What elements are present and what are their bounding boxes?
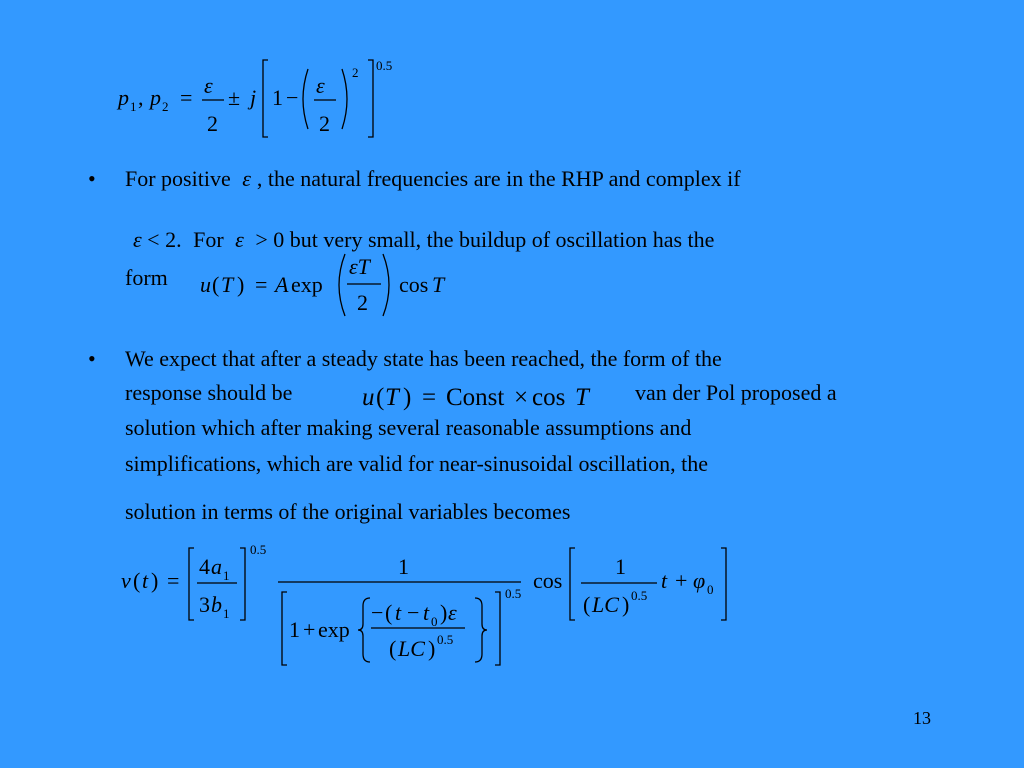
eq4-v: v <box>121 568 131 593</box>
eq4-one-num: 1 <box>398 554 409 579</box>
eq4-left-bracket-2 <box>282 592 287 665</box>
eq1-pm: ± <box>228 85 241 110</box>
eq4-LC2: LC <box>592 592 619 617</box>
bullet2-line5: solution in terms of the original variables becomes <box>125 499 571 524</box>
eq4-rp2: ) <box>440 600 448 625</box>
eq1-equals: = <box>180 85 193 110</box>
eq3-lparen: ( <box>376 384 385 411</box>
equation-steady-state <box>360 378 620 414</box>
eq2-right-paren-big <box>383 254 389 316</box>
eq1-comma: , <box>138 85 144 110</box>
eq4-lp: ( <box>133 568 141 593</box>
eq2-cos: cos <box>399 272 429 297</box>
eq1-outer-power: 0.5 <box>376 58 393 73</box>
eq4-t0: t <box>423 600 430 625</box>
eq4-power-lc: 0.5 <box>437 632 454 647</box>
bullet1-line2 <box>133 227 714 253</box>
eq4-a: a <box>211 554 222 579</box>
eq4-phi-sub: 0 <box>707 582 714 597</box>
bullet2-line1: We expect that after a steady state has been reached, the form of the <box>125 346 722 371</box>
eq4-rp3: ) <box>428 636 436 661</box>
eq4-right-bracket-3 <box>721 548 726 620</box>
eq4-power-2: 0.5 <box>505 586 522 601</box>
eq4-three: 3 <box>199 592 210 617</box>
page-number: 13 <box>913 708 931 728</box>
bullet2-line2-post: van der Pol proposed a <box>635 380 837 405</box>
eq4-minus2: − <box>407 600 420 625</box>
eq3-equals: = <box>422 384 437 411</box>
eq4-t2: t <box>395 600 402 625</box>
eq3-cos: cos <box>532 384 566 411</box>
eq1-right-bracket <box>368 60 373 137</box>
bullet1-epsilon: ε <box>242 166 251 191</box>
eq3-T2: T <box>575 384 589 411</box>
eq4-rp: ) <box>151 568 159 593</box>
eq4-cos: cos <box>533 568 563 593</box>
eq1-left-bracket <box>263 60 268 137</box>
eq4-left-bracket-3 <box>570 548 575 620</box>
eq1-square: 2 <box>352 65 359 80</box>
bullet1-line2-cond: < 2. <box>147 227 182 252</box>
eq3-rparen: ) <box>403 384 412 411</box>
eq4-four: 4 <box>199 554 210 579</box>
eq4-one-den: 1 <box>289 617 300 642</box>
eq2-den: 2 <box>357 290 368 315</box>
eq1-p2: p <box>150 85 161 110</box>
eq1-j: j <box>250 85 257 110</box>
eq2-T: T <box>221 272 234 297</box>
eq2-equals: = <box>255 272 268 297</box>
eq1-sub1: 1 <box>130 99 137 114</box>
eq3-const: Const <box>446 384 505 411</box>
eq4-power-1: 0.5 <box>250 542 267 557</box>
eq4-plus2: + <box>675 568 688 593</box>
eq1-left-paren <box>303 69 308 129</box>
bullet1-line2-for: For <box>193 227 224 252</box>
eq3-times: × <box>514 384 529 411</box>
bullet1-line2-rest: but very small, the buildup of oscillation has the <box>289 227 715 252</box>
bullet1-line2-epsilon2: ε <box>235 227 244 252</box>
equation-buildup <box>195 252 475 322</box>
eq1-minus: − <box>286 85 299 110</box>
eq4-LC: LC <box>398 636 425 661</box>
eq1-right-paren <box>342 69 347 129</box>
eq1-two-den2: 2 <box>319 111 330 136</box>
eq1-eps-num2: ε <box>316 73 325 98</box>
bullet1-line1 <box>125 166 741 192</box>
eq4-right-bracket-2 <box>495 592 500 665</box>
eq4-equals: = <box>167 568 180 593</box>
eq1-two-den: 2 <box>207 111 218 136</box>
eq3-T: T <box>385 384 399 411</box>
eq4-lp2: ( <box>385 600 393 625</box>
eq4-lp3: ( <box>389 636 397 661</box>
bullet2-line4: simplifications, which are valid for near-sinusoidal oscillation, the <box>125 451 709 476</box>
eq4-lp4: ( <box>583 592 591 617</box>
equation-natural-frequencies <box>110 55 410 145</box>
eq4-a-sub: 1 <box>223 568 230 583</box>
eq4-minus: − <box>371 600 384 625</box>
bullet-marker-1: • <box>88 166 96 191</box>
bullet1-text-for-positive: For positive <box>125 166 231 191</box>
bullet1-text-rest: , the natural frequencies are in the RHP and complex if <box>256 166 741 191</box>
eq2-A: A <box>275 272 289 297</box>
eq2-T2: T <box>432 272 445 297</box>
eq4-b-sub: 1 <box>223 606 230 621</box>
eq4-epsilon: ε <box>448 600 457 625</box>
bullet2-line2-pre: response should be <box>125 380 293 405</box>
eq4-t: t <box>142 568 149 593</box>
bullet1-line2-gt: > 0 <box>255 227 285 252</box>
eq1-eps-num: ε <box>204 73 213 98</box>
eq3-u: u <box>362 384 375 411</box>
eq2-rparen: ) <box>237 272 245 297</box>
bullet-marker-2: • <box>88 346 96 371</box>
eq4-t0-sub: 0 <box>431 614 438 629</box>
eq1-p1: p <box>118 85 129 110</box>
eq4-phi: φ <box>693 568 706 593</box>
eq4-b: b <box>211 592 222 617</box>
bullet2-line3: solution which after making several reasonable assumptions and <box>125 415 692 440</box>
eq2-lparen: ( <box>212 272 220 297</box>
eq4-plus: + <box>303 617 316 642</box>
eq4-exp: exp <box>318 617 350 642</box>
bullet1-line3-form: form <box>125 265 168 290</box>
equation-solution <box>115 540 755 670</box>
eq1-one: 1 <box>272 85 283 110</box>
eq1-sub2: 2 <box>162 99 169 114</box>
bullet1-line2-epsilon: ε <box>133 227 142 252</box>
eq4-right-brace <box>475 598 487 662</box>
eq4-left-brace <box>358 598 370 662</box>
eq2-left-paren-big <box>339 254 345 316</box>
eq4-t3: t <box>661 568 668 593</box>
eq2-num: εT <box>349 254 370 279</box>
eq4-rp4: ) <box>622 592 630 617</box>
eq4-left-bracket-1 <box>189 548 194 620</box>
eq2-exp: exp <box>291 272 323 297</box>
eq4-right-bracket-1 <box>240 548 245 620</box>
eq4-power-lc2: 0.5 <box>631 588 648 603</box>
eq4-one-cos: 1 <box>615 554 626 579</box>
eq2-u: u <box>200 272 211 297</box>
